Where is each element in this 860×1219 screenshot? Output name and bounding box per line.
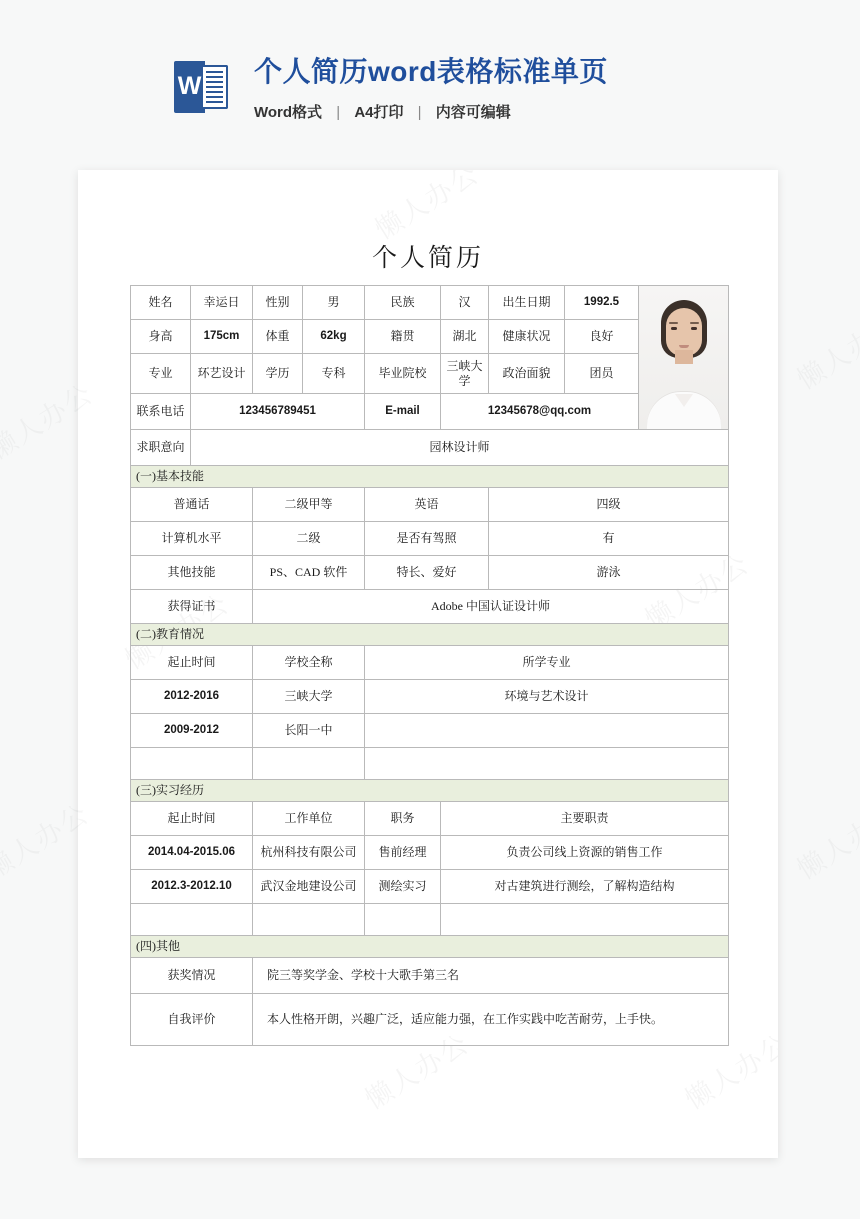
cell-skill-label-3: 是否有驾照	[365, 522, 489, 556]
cell-intern-company-2	[253, 904, 365, 936]
resume-heading: 个人简历	[371, 245, 484, 272]
cell-intern-position-2	[365, 904, 441, 936]
cell-skill-label-1: 英语	[365, 488, 489, 522]
subtitle-separator-1: |	[336, 104, 341, 121]
cell-edu-period-1: 2009-2012	[131, 714, 253, 748]
section-header-row	[131, 624, 729, 646]
cell-value-email: 12345678@qq.com	[441, 394, 639, 430]
cell-label-phone: 联系电话	[131, 394, 191, 430]
cell-skill-value-3: 有	[489, 522, 729, 556]
cell-label-self-evaluation: 自我评价	[131, 994, 253, 1046]
cell-value-certificate: Adobe 中国认证设计师	[253, 590, 729, 624]
section-heading-other: (四)其他	[131, 936, 729, 958]
cell-skill-value-0: 二级甲等	[253, 488, 365, 522]
table-row	[131, 870, 729, 904]
cell-value-gender: 男	[303, 286, 365, 320]
cell-label-gender: 性别	[253, 286, 303, 320]
cell-label-degree: 学历	[253, 354, 303, 394]
table-row	[131, 590, 729, 624]
cell-edu-major-1	[365, 714, 729, 748]
cell-skill-value-1: 四级	[489, 488, 729, 522]
cell-skill-value-5: 游泳	[489, 556, 729, 590]
cell-intern-company-0: 杭州科技有限公司	[253, 836, 365, 870]
subtitle-part-editable: 内容可编辑	[435, 104, 511, 121]
section-header-row	[131, 780, 729, 802]
cell-intern-period-0: 2014.04-2015.06	[131, 836, 253, 870]
cell-intern-duties-0: 负责公司线上资源的销售工作	[441, 836, 729, 870]
cell-label-ethnicity: 民族	[365, 286, 441, 320]
cell-skill-label-2: 计算机水平	[131, 522, 253, 556]
col-header-intern-period: 起止时间	[131, 802, 253, 836]
resume-table	[130, 285, 729, 1046]
table-row	[131, 714, 729, 748]
cell-edu-school-1: 长阳一中	[253, 714, 365, 748]
cell-label-name: 姓名	[131, 286, 191, 320]
col-header-edu-major: 所学专业	[365, 646, 729, 680]
section-header-row	[131, 936, 729, 958]
cell-value-ethnicity: 汉	[441, 286, 489, 320]
watermark	[366, 170, 485, 247]
cell-value-major: 环艺设计	[191, 354, 253, 394]
table-row	[131, 904, 729, 936]
cell-intern-position-0: 售前经理	[365, 836, 441, 870]
col-header-intern-duties: 主要职责	[441, 802, 729, 836]
table-row	[131, 958, 729, 994]
cell-value-political: 团员	[565, 354, 639, 394]
cell-label-hometown: 籍贯	[365, 320, 441, 354]
cell-value-birthdate: 1992.5	[565, 286, 639, 320]
cell-edu-period-2	[131, 748, 253, 780]
section-heading-basic-skills: (一)基本技能	[131, 466, 729, 488]
cell-value-school: 三峡大学	[441, 354, 489, 394]
cell-label-political: 政治面貌	[489, 354, 565, 394]
cell-label-health: 健康状况	[489, 320, 565, 354]
cell-label-certificate: 获得证书	[131, 590, 253, 624]
cell-skill-label-0: 普通话	[131, 488, 253, 522]
subtitle-part-format: Word格式	[254, 104, 323, 121]
cell-intern-duties-2	[441, 904, 729, 936]
cell-skill-label-5: 特长、爱好	[365, 556, 489, 590]
section-heading-education: (二)教育情况	[131, 624, 729, 646]
cell-intern-period-2	[131, 904, 253, 936]
section-heading-internship: (三)实习经历	[131, 780, 729, 802]
banner-titles	[254, 55, 608, 122]
cell-value-self-evaluation: 本人性格开朗，兴趣广泛，适应能力强，在工作实践中吃苦耐劳，上手快。	[253, 994, 729, 1046]
cell-intern-period-1: 2012.3-2012.10	[131, 870, 253, 904]
cell-edu-school-0: 三峡大学	[253, 680, 365, 714]
table-row	[131, 680, 729, 714]
cell-skill-value-4: PS、CAD 软件	[253, 556, 365, 590]
banner-content	[172, 55, 608, 122]
cell-value-degree: 专科	[303, 354, 365, 394]
subtitle-separator-2: |	[417, 104, 422, 121]
cell-value-phone: 123456789451	[191, 394, 365, 430]
cell-label-birthdate: 出生日期	[489, 286, 565, 320]
page-header-banner	[0, 0, 860, 170]
cell-edu-major-2	[365, 748, 729, 780]
table-header-row	[131, 646, 729, 680]
col-header-intern-position: 职务	[365, 802, 441, 836]
subtitle-part-print: A4打印	[354, 104, 404, 121]
cell-value-weight: 62kg	[303, 320, 365, 354]
cell-label-email: E-mail	[365, 394, 441, 430]
table-row	[131, 286, 729, 320]
cell-label-school: 毕业院校	[365, 354, 441, 394]
col-header-intern-company: 工作单位	[253, 802, 365, 836]
cell-value-job-intent: 园林设计师	[191, 430, 729, 466]
word-file-icon	[172, 59, 230, 115]
table-row	[131, 994, 729, 1046]
page-subtitle	[254, 101, 608, 122]
cell-value-name: 幸运日	[191, 286, 253, 320]
cell-edu-school-2	[253, 748, 365, 780]
cell-label-weight: 体重	[253, 320, 303, 354]
cell-intern-position-1: 测绘实习	[365, 870, 441, 904]
cell-edu-period-0: 2012-2016	[131, 680, 253, 714]
page-title: 个人简历word表格标准单页	[254, 56, 608, 87]
table-row	[131, 556, 729, 590]
cell-intern-duties-1: 对古建筑进行测绘，了解构造结构	[441, 870, 729, 904]
col-header-edu-school: 学校全称	[253, 646, 365, 680]
table-row-intent	[131, 430, 729, 466]
col-header-edu-period: 起止时间	[131, 646, 253, 680]
document-page	[78, 170, 778, 1158]
cell-label-major: 专业	[131, 354, 191, 394]
cell-label-height: 身高	[131, 320, 191, 354]
watermark	[788, 302, 860, 397]
cell-label-job-intent: 求职意向	[131, 430, 191, 466]
table-row	[131, 748, 729, 780]
cell-value-awards: 院三等奖学金、学校十大歌手第三名	[253, 958, 729, 994]
cell-value-hometown: 湖北	[441, 320, 489, 354]
cell-value-height: 175cm	[191, 320, 253, 354]
cell-label-awards: 获奖情况	[131, 958, 253, 994]
table-header-row	[131, 802, 729, 836]
watermark	[788, 792, 860, 887]
table-row	[131, 836, 729, 870]
cell-intern-company-1: 武汉金地建设公司	[253, 870, 365, 904]
table-row	[131, 488, 729, 522]
cell-value-health: 良好	[565, 320, 639, 354]
cell-edu-major-0: 环境与艺术设计	[365, 680, 729, 714]
table-row	[131, 522, 729, 556]
avatar	[639, 286, 728, 429]
photo-cell	[639, 286, 729, 430]
cell-skill-value-2: 二级	[253, 522, 365, 556]
cell-skill-label-4: 其他技能	[131, 556, 253, 590]
section-header-row	[131, 466, 729, 488]
